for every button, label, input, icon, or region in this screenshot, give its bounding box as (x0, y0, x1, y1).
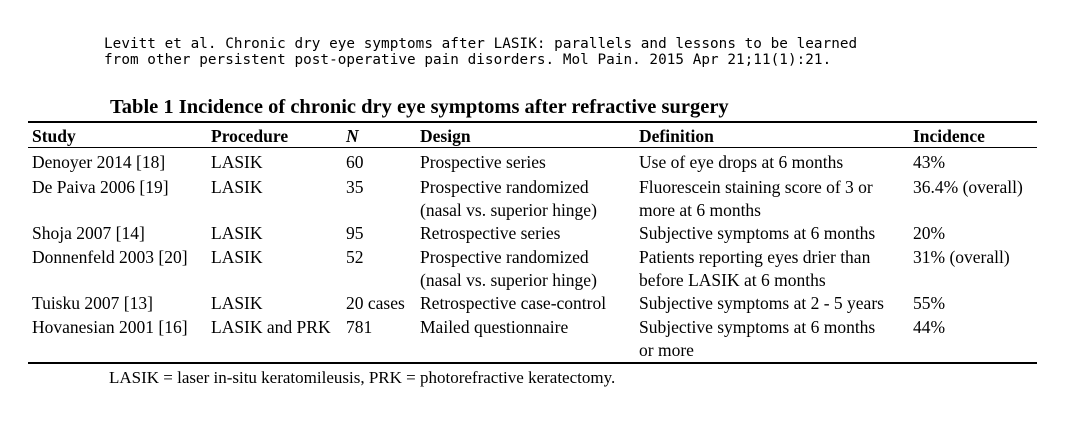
table-title: Table 1 Incidence of chronic dry eye symptoms after refractive surgery (110, 96, 729, 118)
cell-design-line: Retrospective case-control (420, 293, 607, 313)
cell-definition-line: Subjective symptoms at 2 - 5 years (639, 293, 884, 313)
cell-procedure: LASIK (211, 152, 263, 172)
cell-study: Hovanesian 2001 [16] (32, 317, 188, 337)
cell-study: De Paiva 2006 [19] (32, 177, 169, 197)
cell-definition-line: Fluorescein staining score of 3 or (639, 177, 873, 197)
header-study: Study (32, 126, 76, 146)
cell-definition-line: Subjective symptoms at 6 months (639, 317, 876, 337)
table-bottom-rule (28, 362, 1037, 364)
cell-procedure: LASIK (211, 247, 263, 267)
cell-procedure: LASIK (211, 177, 263, 197)
cell-design-line: Retrospective series (420, 223, 561, 243)
cell-procedure: LASIK (211, 293, 263, 313)
table-header-rule (28, 147, 1037, 148)
header-incidence: Incidence (913, 126, 985, 146)
cell-incidence: 20% (913, 223, 946, 243)
table-top-rule (28, 121, 1037, 123)
header-design: Design (420, 126, 471, 146)
cell-study: Denoyer 2014 [18] (32, 152, 166, 172)
cell-design-line: Prospective randomized (420, 177, 589, 197)
cell-n: 52 (346, 247, 364, 267)
cell-study: Tuisku 2007 [13] (32, 293, 153, 313)
cell-design-line: (nasal vs. superior hinge) (420, 200, 597, 220)
cell-incidence: 55% (913, 293, 946, 313)
cell-n: 781 (346, 317, 373, 337)
cell-n: 20 cases (346, 293, 405, 313)
cell-study: Donnenfeld 2003 [20] (32, 247, 188, 267)
cell-design-line: Prospective series (420, 152, 546, 172)
cell-definition-line: more at 6 months (639, 200, 761, 220)
cell-definition-line: Subjective symptoms at 6 months (639, 223, 876, 243)
citation (104, 36, 857, 68)
cell-incidence: 43% (913, 152, 946, 172)
citation-line-2: from other persistent post-operative pain disorders. Mol Pain. 2015 Apr 21;11(1):21. (104, 52, 832, 68)
cell-definition-line: Use of eye drops at 6 months (639, 152, 844, 172)
cell-design-line: Mailed questionnaire (420, 317, 569, 337)
cell-incidence: 36.4% (overall) (913, 177, 1023, 197)
cell-definition-line: before LASIK at 6 months (639, 270, 826, 290)
cell-procedure: LASIK and PRK (211, 317, 331, 337)
table-footnote: LASIK = laser in-situ keratomileusis, PRK = photorefractive keratectomy. (109, 368, 616, 387)
cell-definition-line: Patients reporting eyes drier than (639, 247, 871, 267)
header-definition: Definition (639, 126, 714, 146)
cell-n: 95 (346, 223, 364, 243)
cell-incidence: 44% (913, 317, 946, 337)
header-n: N (346, 126, 359, 146)
cell-n: 60 (346, 152, 364, 172)
cell-procedure: LASIK (211, 223, 263, 243)
cell-n: 35 (346, 177, 364, 197)
cell-definition-line: or more (639, 340, 694, 360)
cell-design-line: Prospective randomized (420, 247, 589, 267)
cell-design-line: (nasal vs. superior hinge) (420, 270, 597, 290)
citation-line-1: Levitt et al. Chronic dry eye symptoms after LASIK: parallels and lessons to be learned (104, 36, 858, 52)
header-procedure: Procedure (211, 126, 289, 146)
cell-study: Shoja 2007 [14] (32, 223, 145, 243)
cell-incidence: 31% (overall) (913, 247, 1010, 267)
